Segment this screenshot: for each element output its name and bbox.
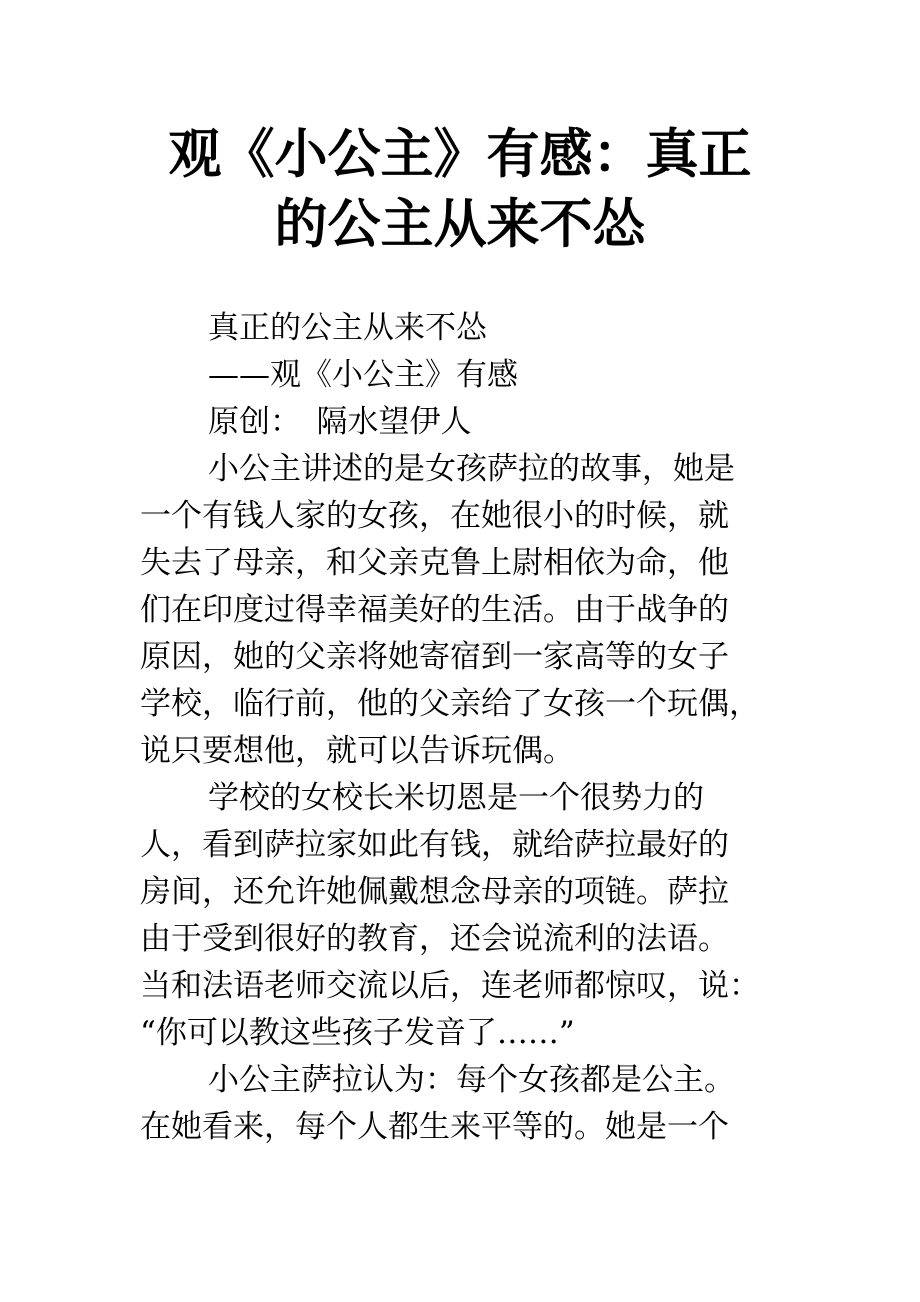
text-line: 学校，临行前，他的父亲给了女孩一个玩偶， bbox=[140, 686, 760, 722]
document-body bbox=[140, 305, 800, 1151]
text-line: 小公主萨拉认为：每个女孩都是公主。 bbox=[208, 1062, 735, 1098]
text-line: 学校的女校长米切恩是一个很势力的 bbox=[208, 780, 704, 816]
text-line: 说只要想他，就可以告诉玩偶。 bbox=[140, 733, 574, 769]
text-line: 真正的公主从来不怂 bbox=[208, 310, 487, 346]
document-title bbox=[100, 120, 820, 260]
text-line: 一个有钱人家的女孩，在她很小的时候，就 bbox=[140, 498, 729, 534]
text-line: 原创： 隔水望伊人 bbox=[208, 404, 472, 440]
text-line: ——观《小公主》有感 bbox=[208, 357, 518, 393]
text-line: 当和法语老师交流以后，连老师都惊叹，说： bbox=[140, 968, 760, 1004]
text-line: 们在印度过得幸福美好的生活。由于战争的 bbox=[140, 592, 729, 628]
text-line: 人，看到萨拉家如此有钱，就给萨拉最好的 bbox=[140, 827, 729, 863]
text-line: 失去了母亲，和父亲克鲁上尉相依为命，他 bbox=[140, 545, 729, 581]
text-line: 在她看来，每个人都生来平等的。她是一个 bbox=[140, 1109, 729, 1145]
text-line: 房间，还允许她佩戴想念母亲的项链。萨拉 bbox=[140, 874, 729, 910]
text-line: 小公主讲述的是女孩萨拉的故事，她是 bbox=[208, 451, 735, 487]
text-line: 原因，她的父亲将她寄宿到一家高等的女子 bbox=[140, 639, 729, 675]
text-line: “你可以教这些孩子发音了……” bbox=[140, 1015, 575, 1051]
title-line-1: 观《小公主》有感：真正 bbox=[168, 124, 752, 185]
title-line-2: 的公主从来不怂 bbox=[274, 194, 646, 255]
text-line: 由于受到很好的教育，还会说流利的法语。 bbox=[140, 921, 729, 957]
